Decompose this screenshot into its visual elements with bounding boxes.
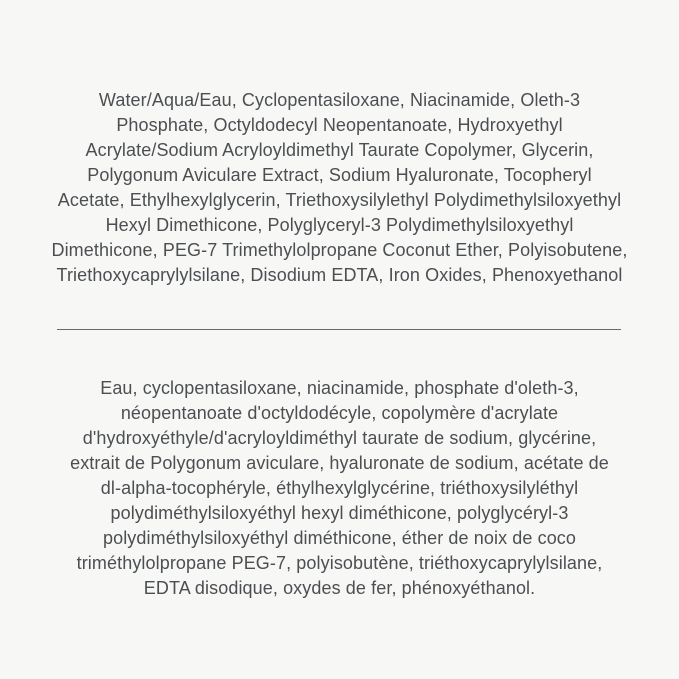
ingredient-line: dl-alpha-tocophéryle, éthylhexylglycérine, triéthoxysilyléthyl [100,478,579,498]
section-divider [57,329,621,330]
ingredient-line: Polygonum Aviculare Extract, Sodium Hyaluronate, Tocopheryl [87,165,592,185]
ingredient-line: extrait de Polygonum aviculare, hyaluronate de sodium, acétate de [70,453,609,473]
ingredient-line: polydiméthylsiloxyéthyl hexyl diméthicone, polyglycéryl-3 [110,503,569,523]
ingredients-list-french [0,376,679,601]
ingredient-line: d'hydroxyéthyle/d'acryloyldiméthyl taurate de sodium, glycérine, [82,428,597,448]
ingredient-line: Eau, cyclopentasiloxane, niacinamide, phosphate d'oleth-3, [100,378,579,398]
ingredients-list-english [0,88,679,288]
ingredient-line: Acrylate/Sodium Acryloyldimethyl Taurate Copolymer, Glycerin, [85,140,594,160]
ingredient-line: Acetate, Ethylhexylglycerin, Triethoxysilylethyl Polydimethylsiloxyethyl [57,190,622,210]
ingredient-line: Water/Aqua/Eau, Cyclopentasiloxane, Niacinamide, Oleth-3 [98,90,581,110]
ingredient-line: Triethoxycaprylylsilane, Disodium EDTA, Iron Oxides, Phenoxyethanol [56,265,623,285]
ingredient-line: néopentanoate d'octyldodécyle, copolymère d'acrylate [120,403,559,423]
ingredient-line: EDTA disodique, oxydes de fer, phénoxyéthanol. [143,578,536,598]
ingredient-line: Hexyl Dimethicone, Polyglyceryl-3 Polydimethylsiloxyethyl [105,215,574,235]
ingredient-line: Dimethicone, PEG-7 Trimethylolpropane Coconut Ether, Polyisobutene, [51,240,628,260]
ingredient-line: polydiméthylsiloxyéthyl diméthicone, éther de noix de coco [102,528,577,548]
ingredient-line: Phosphate, Octyldodecyl Neopentanoate, Hydroxyethyl [116,115,563,135]
ingredient-line: triméthylolpropane PEG-7, polyisobutène, triéthoxycaprylylsilane, [76,553,603,573]
